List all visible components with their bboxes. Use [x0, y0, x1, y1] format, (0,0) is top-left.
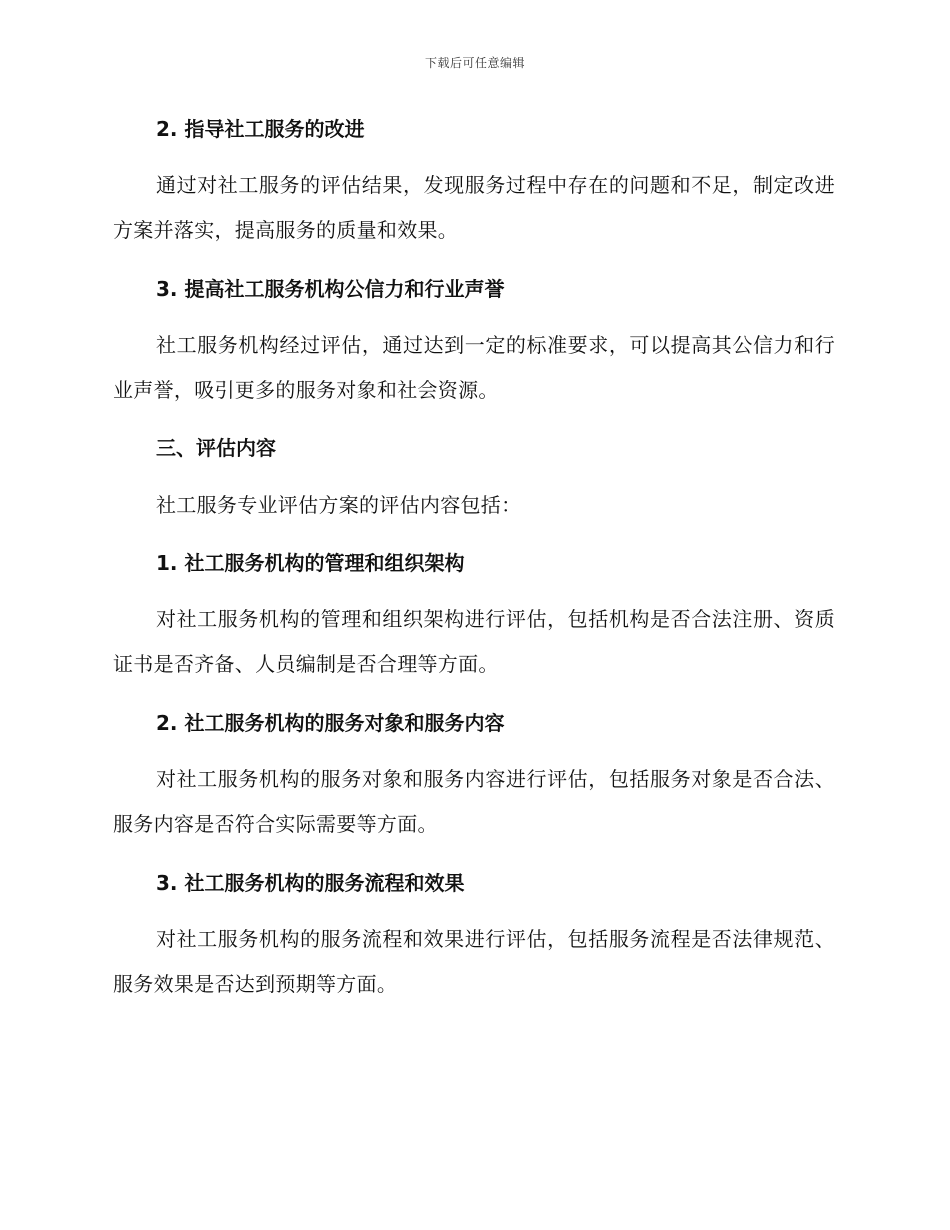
paragraph: 通过对社工服务的评估结果，发现服务过程中存在的问题和不足，制定改进方案并落实，提高服务的质量和效果。 [113, 173, 835, 242]
section-heading: 2. 社工服务机构的服务对象和服务内容 [156, 711, 505, 735]
paragraph: 对社工服务机构的服务流程和效果进行评估，包括服务流程是否法律规范、服务效果是否达到预期等方面。 [113, 927, 835, 996]
page-header: 下载后可任意编辑 [424, 56, 525, 70]
section-heading: 3. 社工服务机构的服务流程和效果 [156, 871, 465, 895]
paragraph: 社工服务机构经过评估，通过达到一定的标准要求，可以提高其公信力和行业声誉，吸引更多的服务对象和社会资源。 [113, 333, 835, 402]
section-heading: 2. 指导社工服务的改进 [156, 117, 365, 141]
paragraph: 对社工服务机构的管理和组织架构进行评估，包括机构是否合法注册、资质证书是否齐备、人员编制是否合理等方面。 [113, 607, 835, 676]
paragraph: 社工服务专业评估方案的评估内容包括： [156, 493, 522, 517]
paragraph: 对社工服务机构的服务对象和服务内容进行评估，包括服务对象是否合法、服务内容是否符合实际需要等方面。 [113, 767, 835, 836]
section-heading: 3. 提高社工服务机构公信力和行业声誉 [156, 277, 505, 301]
section-heading: 1. 社工服务机构的管理和组织架构 [156, 551, 465, 575]
section-heading: 三、评估内容 [156, 436, 276, 460]
